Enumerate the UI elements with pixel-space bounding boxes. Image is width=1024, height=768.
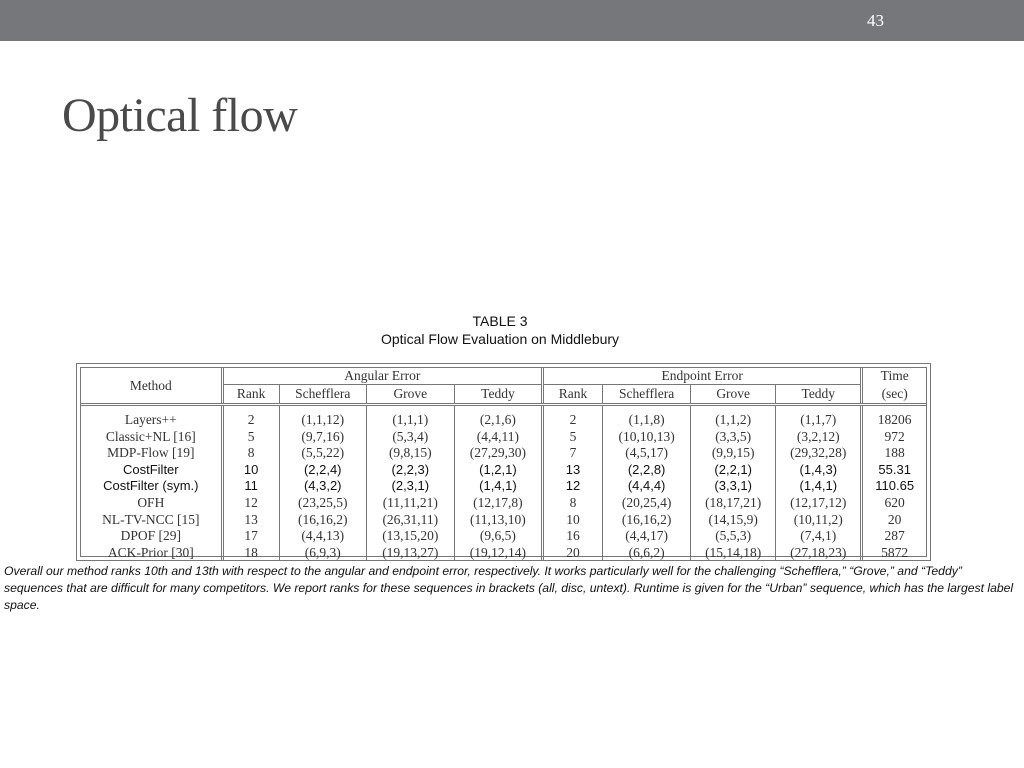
cell-angular-grove: (9,8,15) (366, 445, 454, 462)
table-row (81, 528, 926, 545)
cell-angular-schefflera: (16,16,2) (279, 512, 366, 529)
cell-endpoint-grove: (15,14,18) (691, 545, 776, 562)
cell-endpoint-rank: 7 (543, 445, 603, 462)
header-endpoint-teddy: Teddy (776, 385, 862, 405)
cell-method-name: Classic+NL [16] (105, 428, 196, 444)
cell-runtime: 972 (862, 429, 926, 446)
cell-runtime: 110.65 (862, 478, 926, 495)
cell-angular-teddy: (4,4,11) (454, 429, 542, 446)
cell-angular-teddy: (27,29,30) (454, 445, 542, 462)
cell-angular-grove: (13,15,20) (366, 528, 454, 545)
cell-angular-schefflera: (2,2,4) (279, 462, 366, 479)
cell-endpoint-schefflera: (20,25,4) (603, 495, 691, 512)
results-table-inner-frame (80, 367, 927, 560)
cell-endpoint-rank: 13 (543, 462, 603, 479)
header-angular-rank: Rank (222, 385, 279, 405)
cell-angular-teddy: (2,1,6) (454, 405, 542, 429)
cell-endpoint-teddy: (1,1,7) (776, 405, 862, 429)
cell-endpoint-grove: (3,3,1) (691, 478, 776, 495)
header-angular-grove: Grove (366, 385, 454, 405)
slide-title: Optical flow (62, 89, 298, 142)
cell-endpoint-rank: 5 (543, 429, 603, 446)
cell-endpoint-schefflera: (4,4,17) (603, 528, 691, 545)
cell-endpoint-schefflera: (1,1,8) (603, 405, 691, 429)
cell-endpoint-teddy: (1,4,3) (776, 462, 862, 479)
cell-runtime: 18206 (862, 405, 926, 429)
cell-method-name: CostFilter (sym.) (103, 478, 199, 494)
cell-angular-teddy: (9,6,5) (454, 528, 542, 545)
cell-angular-grove: (2,2,3) (366, 462, 454, 479)
cell-endpoint-grove: (3,3,5) (691, 429, 776, 446)
cell-angular-schefflera: (23,25,5) (279, 495, 366, 512)
header-endpoint-grove: Grove (691, 385, 776, 405)
cell-angular-grove: (2,3,1) (366, 478, 454, 495)
cell-angular-rank: 5 (222, 429, 279, 446)
cell-method-name: DPOF [29] (120, 528, 182, 544)
cell-endpoint-teddy: (7,4,1) (776, 528, 862, 545)
cell-angular-schefflera: (9,7,16) (279, 429, 366, 446)
cell-endpoint-schefflera: (10,10,13) (603, 429, 691, 446)
header-method: Method (81, 368, 222, 405)
cell-endpoint-schefflera: (2,2,8) (603, 462, 691, 479)
slide-header-bar (0, 0, 1024, 41)
header-angular-error: Angular Error (222, 368, 542, 385)
cell-method-name: NL-TV-NCC [15] (102, 511, 200, 527)
cell-endpoint-schefflera: (4,5,17) (603, 445, 691, 462)
table-row (81, 405, 926, 429)
header-endpoint-rank: Rank (543, 385, 603, 405)
cell-endpoint-grove: (5,5,3) (691, 528, 776, 545)
cell-runtime: 620 (862, 495, 926, 512)
cell-angular-schefflera: (4,3,2) (279, 478, 366, 495)
cell-angular-schefflera: (4,4,13) (279, 528, 366, 545)
cell-endpoint-teddy: (12,17,12) (776, 495, 862, 512)
cell-angular-rank: 10 (222, 462, 279, 479)
cell-angular-rank: 12 (222, 495, 279, 512)
results-table (81, 368, 926, 561)
cell-angular-rank: 13 (222, 512, 279, 529)
cell-method-name: Layers++ (124, 412, 177, 427)
cell-angular-teddy: (11,13,10) (454, 512, 542, 529)
cell-endpoint-schefflera: (6,6,2) (603, 545, 691, 562)
cell-endpoint-grove: (14,15,9) (691, 512, 776, 529)
header-angular-teddy: Teddy (454, 385, 542, 405)
header-endpoint-schefflera: Schefflera (603, 385, 691, 405)
cell-endpoint-rank: 10 (543, 512, 603, 529)
cell-endpoint-schefflera: (4,4,4) (603, 478, 691, 495)
cell-endpoint-rank: 8 (543, 495, 603, 512)
cell-angular-schefflera: (6,9,3) (279, 545, 366, 562)
cell-runtime: 188 (862, 445, 926, 462)
cell-endpoint-rank: 16 (543, 528, 603, 545)
cell-angular-rank: 11 (222, 478, 279, 495)
table-row (81, 512, 926, 529)
cell-angular-grove: (26,31,11) (366, 512, 454, 529)
table-label: TABLE 3 (472, 313, 528, 329)
table-row (81, 495, 926, 512)
header-endpoint-error: Endpoint Error (543, 368, 862, 385)
cell-angular-grove: (11,11,21) (366, 495, 454, 512)
table-row (81, 462, 926, 479)
cell-angular-grove: (1,1,1) (366, 405, 454, 429)
cell-angular-schefflera: (5,5,22) (279, 445, 366, 462)
table-row (81, 445, 926, 462)
table-caption: Optical Flow Evaluation on Middlebury (380, 331, 620, 347)
cell-endpoint-teddy: (29,32,28) (776, 445, 862, 462)
cell-angular-grove: (19,13,27) (366, 545, 454, 562)
table-row (81, 478, 926, 495)
cell-endpoint-schefflera: (16,16,2) (603, 512, 691, 529)
table-row (81, 429, 926, 446)
cell-runtime: 55.31 (862, 462, 926, 479)
table-row (81, 545, 926, 562)
cell-endpoint-teddy: (10,11,2) (776, 512, 862, 529)
cell-runtime: 287 (862, 528, 926, 545)
cell-angular-teddy: (1,4,1) (454, 478, 542, 495)
cell-angular-rank: 17 (222, 528, 279, 545)
cell-endpoint-grove: (1,1,2) (691, 405, 776, 429)
cell-angular-teddy: (19,12,14) (454, 545, 542, 562)
header-time-unit: (sec) (862, 385, 926, 405)
cell-angular-teddy: (12,17,8) (454, 495, 542, 512)
cell-angular-rank: 2 (222, 405, 279, 429)
header-time: Time (862, 368, 926, 385)
header-angular-schefflera: Schefflera (279, 385, 366, 405)
cell-runtime: 20 (862, 512, 926, 529)
cell-method-name: ACK-Prior [30] (107, 544, 194, 560)
cell-angular-rank: 18 (222, 545, 279, 562)
cell-endpoint-grove: (9,9,15) (691, 445, 776, 462)
table-note: Overall our method ranks 10th and 13th with respect to the angular and endpoint error, respectively. It works particularly well for the challenging “Schefflera,” “Grove,” and “Teddy” sequences that are difficult for many competitors. We report ranks for these sequences in brackets (all, disc, untext). Runtime is given for the “Urban” sequence, which has the largest label space. (4, 564, 1014, 612)
cell-endpoint-teddy: (27,18,23) (776, 545, 862, 562)
cell-angular-schefflera: (1,1,12) (279, 405, 366, 429)
cell-endpoint-grove: (18,17,21) (691, 495, 776, 512)
cell-angular-rank: 8 (222, 445, 279, 462)
cell-endpoint-rank: 20 (543, 545, 603, 562)
cell-angular-grove: (5,3,4) (366, 429, 454, 446)
results-table-frame (76, 363, 931, 561)
cell-endpoint-teddy: (1,4,1) (776, 478, 862, 495)
cell-endpoint-rank: 12 (543, 478, 603, 495)
cell-method-name: MDP-Flow [19] (107, 445, 195, 461)
cell-runtime: 5872 (862, 545, 926, 562)
cell-method-name: CostFilter (123, 461, 179, 477)
cell-endpoint-teddy: (3,2,12) (776, 429, 862, 446)
results-table-body (81, 405, 926, 562)
cell-endpoint-rank: 2 (543, 405, 603, 429)
slide-number: 43 (867, 11, 884, 30)
cell-endpoint-grove: (2,2,1) (691, 462, 776, 479)
cell-angular-teddy: (1,2,1) (454, 462, 542, 479)
cell-method-name: OFH (137, 494, 165, 510)
